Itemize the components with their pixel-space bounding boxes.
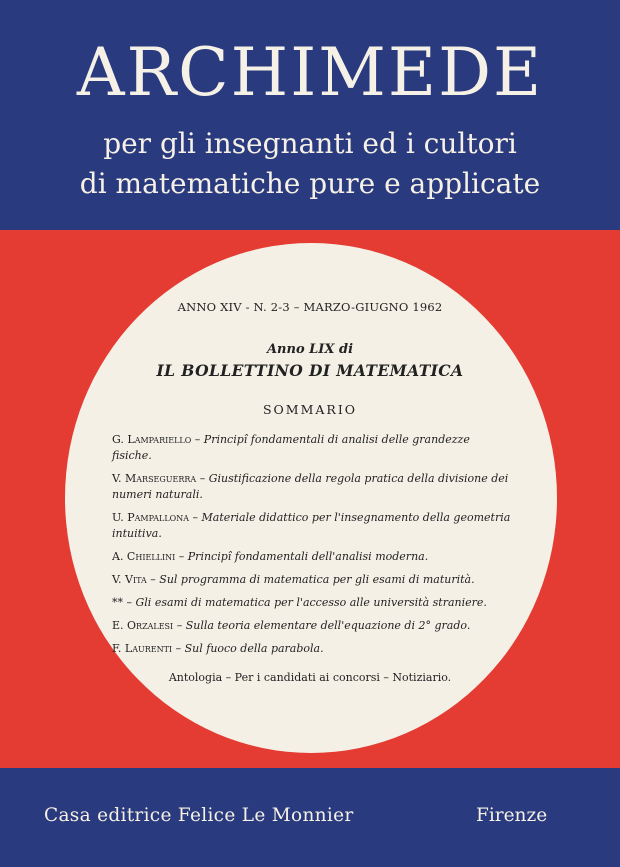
toc-dash: – [199,472,206,485]
publisher-name: Casa editrice Felice Le Monnier [44,805,354,826]
magazine-title: ARCHIMEDE [76,34,544,111]
toc-dash: – [178,550,185,563]
toc-work: Sul programma di matematica per gli esami di maturità. [159,573,475,586]
anno-line: Anno LIX di [266,342,354,357]
toc-dash: – [126,596,132,609]
toc-dash: – [150,573,156,586]
toc-work: Principî fondamentali dell'analisi moderna. [187,550,429,563]
toc-author: U. Pampallona [112,511,190,524]
toc-entry [112,549,512,565]
toc-work: Sul fuoco della parabola. [184,642,324,655]
toc-work: Giustificazione della regola pratica della divisione dei numeri naturali. [112,472,509,501]
subtitle-line-2: di matematiche pure e applicate [79,167,541,200]
toc-author: A. Chiellini [112,550,176,563]
toc-author: G. Lampariello [112,433,192,446]
toc-entry [112,510,512,542]
toc-entry [112,432,512,464]
sommario-heading: SOMMARIO [262,402,358,417]
publisher-city: Firenze [476,805,548,826]
toc-author: E. Orzalesi [112,619,174,632]
toc-entry [112,618,512,634]
toc-work: Materiale didattico per l'insegnamento della geometria intuitiva. [112,511,511,540]
toc-entry [112,641,512,657]
issue-line: ANNO XIV - N. 2-3 – MARZO-GIUGNO 1962 [177,300,443,314]
toc-dash: – [192,511,199,524]
toc-work: Gli esami di matematica per l'accesso alle università straniere. [135,596,487,609]
toc-work: Sulla teoria elementare dell'equazione di 2° grado. [185,619,471,632]
toc-entry [112,572,512,588]
toc-dash: – [176,619,183,632]
toc-dash: – [175,642,182,655]
toc-entry [112,471,512,503]
toc-work: Principî fondamentali di analisi delle grandezze fisiche. [112,433,470,462]
toc-dash: – [194,433,201,446]
toc-author: V. Vita [112,573,147,586]
toc-author: F. Laurenti [112,642,173,655]
toc-author: V. Marseguerra [112,472,197,485]
toc-author: ** [112,596,123,609]
subtitle-line-1: per gli insegnanti ed i cultori [103,127,517,160]
toc-entry [112,595,512,611]
bollettino-title: IL BOLLETTINO DI MATEMATICA [156,361,464,380]
sections-line: Antologia – Per i candidati ai concorsi – Notiziario. [168,671,452,684]
table-of-contents [112,432,512,664]
issue-header [90,300,530,417]
